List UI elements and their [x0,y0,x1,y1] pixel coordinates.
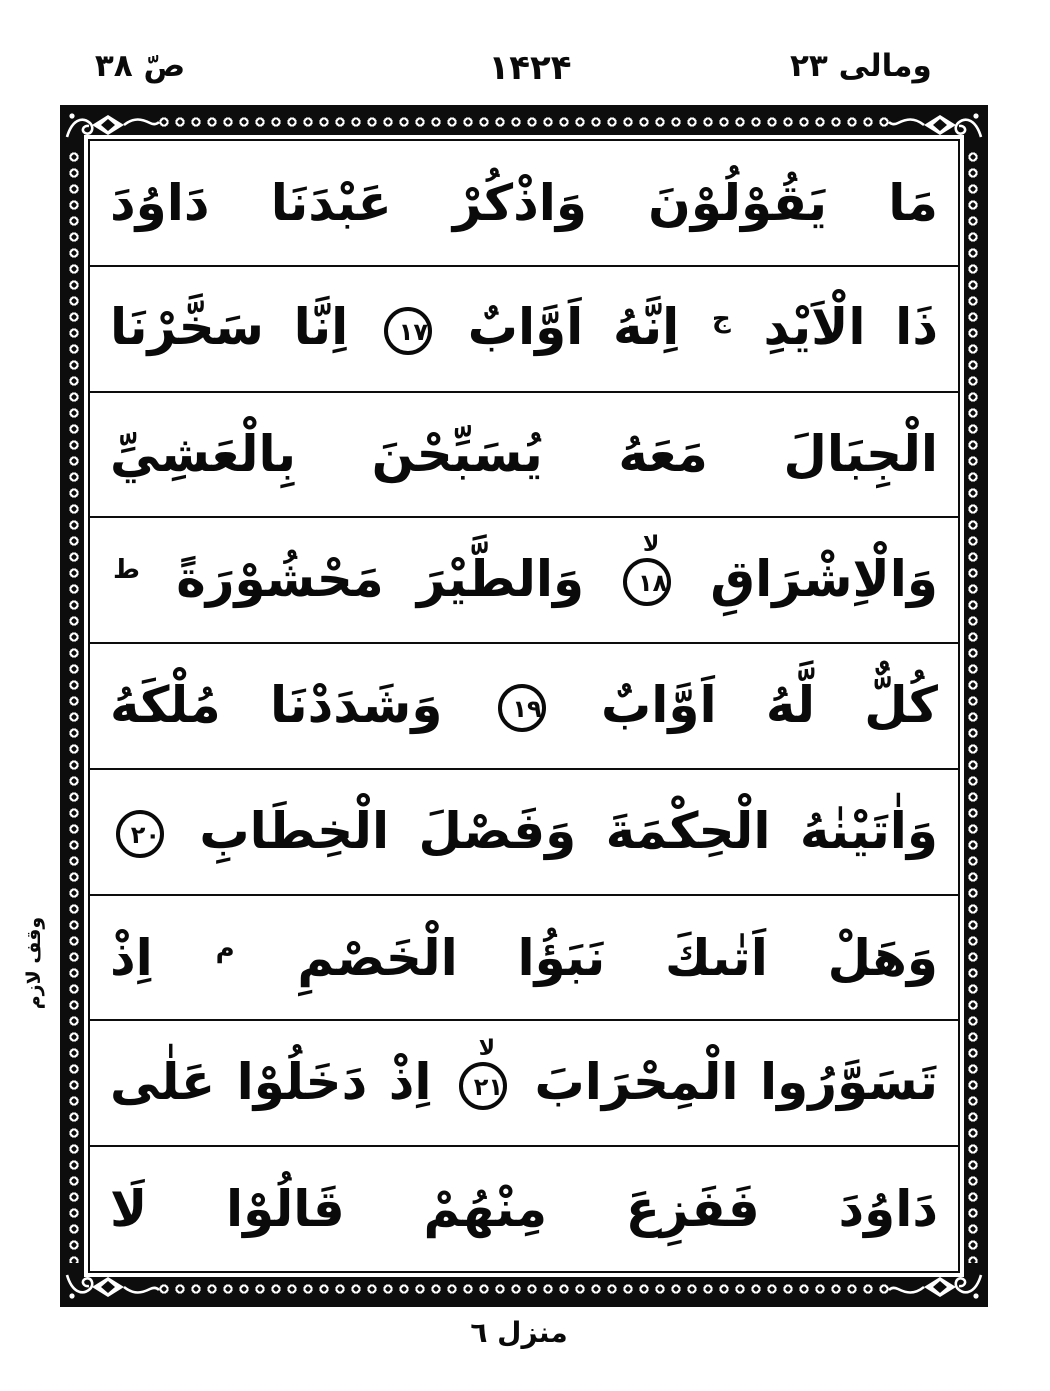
manzil-label: منزل ٦ [470,1316,568,1349]
quran-line-text [90,675,958,734]
chain-pattern-left [67,149,82,1263]
surah-marker: صّ ۳۸ [94,48,186,84]
quran-line-text [90,298,958,357]
quran-line-row [90,393,958,519]
quran-line-text [90,928,958,987]
quran-line-row [90,267,958,393]
waqf-stop-mark: لا [478,1035,496,1061]
verse-number-medallion: ۲۰ [116,810,164,858]
ayah-text: اِنَّهُ اَوَّابٌ [467,298,680,357]
ayah-text: ذَا الْاَيْدِ [763,298,938,357]
quran-line-row [90,1021,958,1147]
waqf-stop-mark: ط [113,555,141,586]
quran-line-row [90,770,958,896]
waqf-stop-mark: ج [711,303,731,334]
verse-number-medallion: ۱۷ [384,307,432,355]
ayah-text: مَا يَقُوْلُوْنَ وَاذْكُرْ عَبْدَنَا دَاوُدَ [110,173,938,232]
waqf-margin-note: وقف لازم [23,916,45,1010]
ayah-text: وَالْاِشْرَاقِ [710,549,938,608]
chain-pattern-top [156,115,892,130]
quran-line-text [90,801,958,860]
ayah-text: وَاٰتَيْنٰهُ الْحِكْمَةَ وَفَصْلَ الْخِطَابِ [199,801,938,860]
ayah-text: وَشَدَدْنَا مُلْكَهُ [110,675,443,734]
waqf-stop-mark: م [215,933,235,964]
quran-line-text [90,1180,958,1239]
corner-flourish-icon [888,108,984,142]
ayah-text: كُلٌّ لَّهُ اَوَّابٌ [601,675,938,734]
chain-pattern-right [966,149,981,1263]
ayah-text: تَسَوَّرُوا الْمِحْرَابَ [534,1053,938,1112]
verse-number-medallion: ۱۹ [498,684,546,732]
corner-flourish-icon [888,1270,984,1304]
quran-line-text [90,173,958,232]
chain-pattern-bottom [156,1282,892,1297]
ayah-text: دَاوُدَ فَفَزِعَ مِنْهُمْ قَالُوْا لَا [110,1180,938,1239]
ayah-text: اِذْ دَخَلُوْا عَلٰى [110,1053,432,1112]
ayah-text: الْجِبَالَ مَعَهُ يُسَبِّحْنَ بِالْعَشِيِّ [110,425,938,484]
quran-line-text [90,532,958,608]
quran-line-row [90,1147,958,1271]
ornamental-border-frame [60,105,988,1307]
quran-line-row [90,141,958,267]
corner-flourish-icon [64,1270,160,1304]
ayah-text: وَهَلْ اَتٰىكَ نَبَؤُا الْخَصْمِ [297,928,938,987]
corner-flourish-icon [64,108,160,142]
waqf-stop-mark: لا [642,532,660,558]
quran-line-row [90,896,958,1022]
ayah-text: اِذْ [110,928,153,987]
verse-number-medallion: ۲۱ لا [459,1062,507,1110]
page-number: ۱۴۲۴ [488,48,572,88]
juz-marker: ومالى ۲۳ [790,48,932,84]
ayah-rows-container [90,141,958,1271]
text-sheet [88,139,960,1273]
ayah-text: وَالطَّيْرَ مَحْشُوْرَةً [176,549,585,608]
quran-line-text [90,1035,958,1112]
quran-line-row [90,644,958,770]
quran-line-row [90,518,958,644]
verse-number-medallion: ۱۸ لا [623,558,671,606]
ayah-text: اِنَّا سَخَّرْنَا [110,298,349,357]
quran-line-text [90,425,958,484]
